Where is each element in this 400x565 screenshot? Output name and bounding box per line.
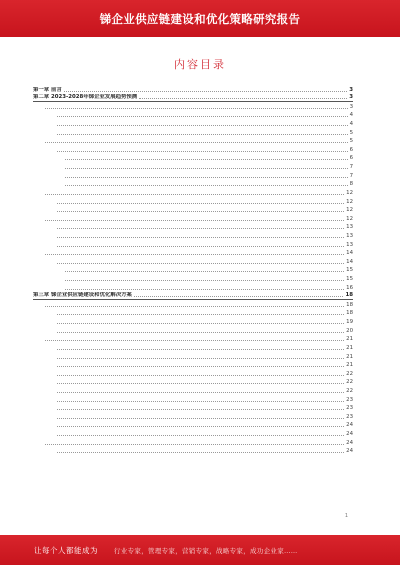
toc-entry-page: 4 (349, 121, 353, 128)
toc-entry[interactable] (33, 197, 353, 206)
table-of-contents (33, 85, 353, 455)
toc-leader-dots (134, 296, 344, 297)
toc-entry[interactable] (33, 249, 353, 258)
toc-leader-dots (57, 263, 344, 264)
toc-leader-dots (57, 246, 344, 247)
toc-leader-dots (45, 306, 344, 307)
toc-leader-dots (57, 358, 344, 359)
toc-entry-page: 23 (346, 396, 353, 403)
toc-entry[interactable] (33, 111, 353, 120)
toc-leader-dots (57, 151, 348, 152)
toc-entry-page: 12 (346, 198, 353, 205)
toc-entry-page: 22 (346, 387, 353, 394)
toc-entry[interactable] (33, 266, 353, 275)
toc-entry-page: 12 (346, 189, 353, 196)
toc-entry-page: 24 (346, 430, 353, 437)
toc-leader-dots (45, 340, 344, 341)
toc-entry-page: 7 (349, 172, 353, 179)
toc-entry[interactable] (33, 214, 353, 223)
toc-entry-page: 16 (346, 284, 353, 291)
toc-entry-page: 4 (349, 112, 353, 119)
toc-leader-dots (57, 426, 344, 427)
toc-entry[interactable] (33, 283, 353, 292)
page-number: 1 (344, 513, 348, 519)
toc-entry[interactable] (33, 352, 353, 361)
toc-entry-page: 19 (346, 319, 353, 326)
toc-entry[interactable] (33, 171, 353, 180)
toc-entry-page: 18 (345, 292, 353, 299)
toc-leader-dots (57, 401, 344, 402)
toc-leader-dots (57, 392, 344, 393)
toc-entry-label: 第三章 锑企业供应链建设和优化解决方案 (33, 292, 132, 299)
toc-entry-page: 18 (346, 310, 353, 317)
toc-entry-page: 21 (346, 336, 353, 343)
toc-entry[interactable] (33, 274, 353, 283)
toc-entry[interactable] (33, 412, 353, 421)
toc-entry-page: 18 (346, 301, 353, 308)
toc-entry[interactable] (33, 145, 353, 154)
toc-leader-dots (65, 177, 348, 178)
toc-entry-page: 6 (349, 146, 353, 153)
toc-leader-dots (64, 91, 347, 92)
toc-leader-dots (65, 280, 344, 281)
toc-leader-dots (65, 289, 344, 290)
toc-entry[interactable] (33, 162, 353, 171)
toc-leader-dots (57, 211, 344, 212)
toc-entry[interactable] (33, 309, 353, 318)
toc-entry[interactable] (33, 85, 353, 94)
toc-leader-dots (57, 203, 344, 204)
toc-entry-page: 12 (346, 215, 353, 222)
footer-banner (0, 535, 400, 565)
toc-entry[interactable] (33, 292, 353, 301)
toc-entry[interactable] (33, 369, 353, 378)
toc-leader-dots (65, 159, 348, 160)
toc-leader-dots (57, 375, 344, 376)
toc-entry[interactable] (33, 378, 353, 387)
toc-leader-dots (57, 383, 344, 384)
toc-entry[interactable] (33, 102, 353, 111)
toc-entry[interactable] (33, 438, 353, 447)
toc-entry[interactable] (33, 180, 353, 189)
toc-entry[interactable] (33, 404, 353, 413)
toc-entry[interactable] (33, 94, 353, 103)
toc-leader-dots (45, 444, 344, 445)
toc-leader-dots (45, 194, 344, 195)
toc-entry-page: 24 (346, 448, 353, 455)
toc-entry-page: 20 (346, 327, 353, 334)
toc-leader-dots (45, 254, 344, 255)
toc-entry-label: 第二章 2023-2028年锑企业发展趋势预测 (33, 94, 138, 101)
toc-entry-page: 14 (346, 250, 353, 257)
toc-leader-dots (57, 314, 344, 315)
toc-entry-page: 22 (346, 379, 353, 386)
toc-entry-page: 3 (349, 86, 353, 93)
toc-entry[interactable] (33, 257, 353, 266)
footer-slogan: 让每个人都能成为 (34, 545, 98, 555)
toc-entry-page: 23 (346, 405, 353, 412)
toc-entry-page: 24 (346, 439, 353, 446)
toc-leader-dots (57, 228, 344, 229)
toc-entry-page: 3 (349, 94, 353, 101)
toc-entry-page: 15 (346, 267, 353, 274)
toc-entry-page: 22 (346, 370, 353, 377)
toc-entry[interactable] (33, 317, 353, 326)
toc-leader-dots (45, 142, 348, 143)
toc-entry-page: 6 (349, 155, 353, 162)
toc-entry[interactable] (33, 447, 353, 456)
toc-entry-page: 13 (346, 224, 353, 231)
toc-entry[interactable] (33, 386, 353, 395)
toc-entry[interactable] (33, 119, 353, 128)
toc-leader-dots (57, 237, 344, 238)
toc-entry-page: 21 (346, 362, 353, 369)
toc-entry-page: 21 (346, 344, 353, 351)
toc-entry[interactable] (33, 188, 353, 197)
toc-entry[interactable] (33, 429, 353, 438)
toc-entry[interactable] (33, 231, 353, 240)
toc-entry-page: 3 (349, 103, 353, 110)
toc-entry-page: 13 (346, 232, 353, 239)
toc-leader-dots (57, 125, 348, 126)
toc-entry[interactable] (33, 223, 353, 232)
toc-entry-page: 14 (346, 258, 353, 265)
toc-entry-page: 24 (346, 422, 353, 429)
toc-leader-dots (57, 418, 344, 419)
toc-leader-dots (45, 108, 348, 109)
toc-entry-page: 21 (346, 353, 353, 360)
toc-entry[interactable] (33, 300, 353, 309)
toc-entry[interactable] (33, 421, 353, 430)
toc-leader-dots (57, 349, 344, 350)
toc-entry[interactable] (33, 154, 353, 163)
toc-entry[interactable] (33, 326, 353, 335)
toc-entry-page: 8 (349, 181, 353, 188)
toc-entry[interactable] (33, 395, 353, 404)
toc-entry-page: 23 (346, 413, 353, 420)
toc-leader-dots (57, 134, 348, 135)
toc-entry[interactable] (33, 137, 353, 146)
toc-entry[interactable] (33, 240, 353, 249)
toc-entry-page: 15 (346, 276, 353, 283)
toc-leader-dots (57, 323, 344, 324)
toc-leader-dots (57, 409, 344, 410)
report-title: 锑企业供应链建设和优化策略研究报告 (99, 11, 301, 26)
toc-leader-dots (57, 452, 344, 453)
toc-entry-page: 5 (349, 129, 353, 136)
toc-entry-label: 第一章 前言 (33, 86, 62, 93)
toc-leader-dots (45, 220, 344, 221)
toc-leader-dots (57, 116, 348, 117)
toc-entry-page: 5 (349, 138, 353, 145)
toc-heading: 内容目录 (174, 58, 226, 71)
toc-entry-page: 13 (346, 241, 353, 248)
toc-entry[interactable] (33, 343, 353, 352)
toc-leader-dots (57, 435, 344, 436)
toc-entry[interactable] (33, 206, 353, 215)
toc-entry[interactable] (33, 361, 353, 370)
toc-entry[interactable] (33, 335, 353, 344)
toc-entry-page: 7 (349, 164, 353, 171)
toc-entry[interactable] (33, 128, 353, 137)
header-banner (0, 0, 400, 37)
toc-leader-dots (139, 98, 347, 99)
toc-entry-page: 12 (346, 207, 353, 214)
toc-leader-dots (57, 366, 344, 367)
toc-leader-dots (65, 271, 344, 272)
toc-leader-dots (65, 168, 348, 169)
toc-leader-dots (57, 332, 344, 333)
toc-leader-dots (65, 185, 348, 186)
footer-tagline: 行业专家，管理专家，营销专家，战略专家，成功企业家…… (114, 546, 298, 555)
